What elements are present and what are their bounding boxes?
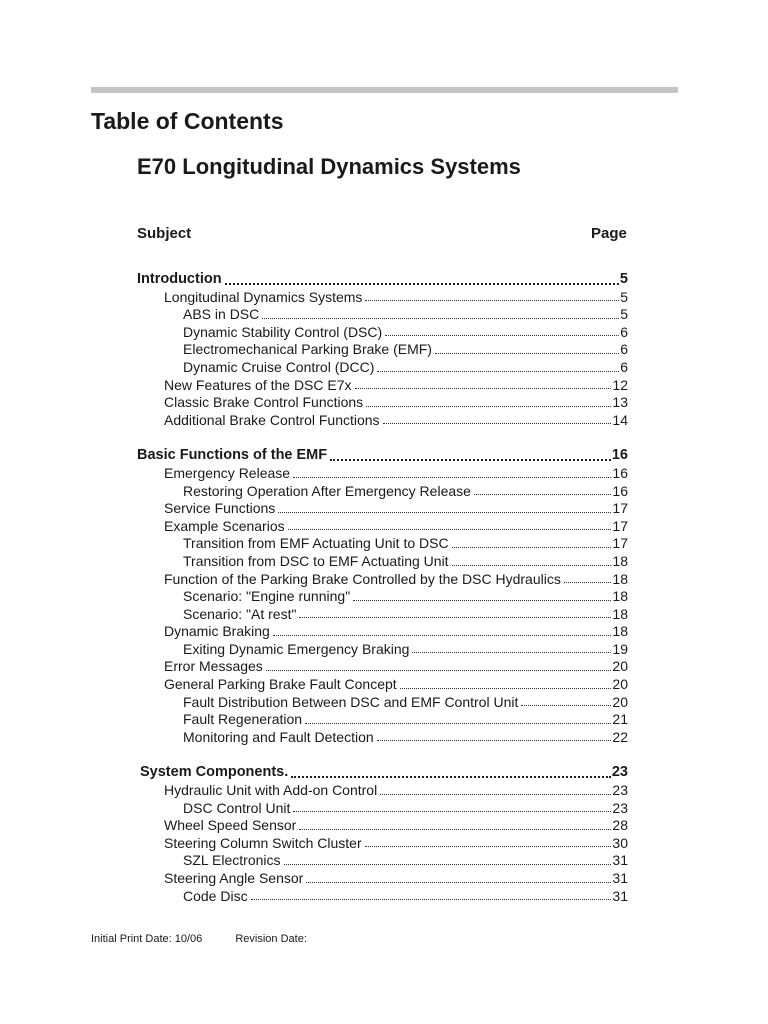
toc-entry-page: 13 bbox=[612, 394, 628, 411]
toc-entry[interactable] bbox=[0, 800, 628, 818]
toc-entry-page: 5 bbox=[620, 288, 628, 305]
toc-entry-page: 23 bbox=[612, 782, 628, 799]
toc-title: Table of Contents bbox=[91, 108, 284, 134]
toc-entry-title: Fault Regeneration bbox=[183, 711, 303, 728]
toc-entry[interactable] bbox=[0, 588, 628, 606]
toc-entry-title: Classic Brake Control Functions bbox=[164, 394, 364, 411]
toc-entry-page: 18 bbox=[612, 623, 628, 640]
toc-entry[interactable] bbox=[0, 888, 628, 906]
toc-entry-page: 20 bbox=[612, 658, 628, 675]
toc-entry-title: System Components. bbox=[140, 764, 289, 781]
toc-entry-page: 18 bbox=[612, 570, 628, 587]
toc-entry-page: 23 bbox=[611, 764, 628, 781]
toc-entry-title: Scenario: "Engine running" bbox=[183, 588, 351, 605]
toc-entry[interactable] bbox=[0, 571, 628, 589]
toc-entry-title: Scenario: "At rest" bbox=[183, 605, 297, 622]
dot-leader bbox=[262, 318, 619, 319]
dot-leader bbox=[273, 635, 612, 636]
dot-leader bbox=[377, 740, 612, 741]
toc-entry-page: 28 bbox=[612, 817, 628, 834]
dot-leader bbox=[435, 353, 619, 354]
dot-leader bbox=[251, 899, 612, 900]
toc-entry[interactable] bbox=[0, 341, 628, 359]
dot-leader bbox=[385, 335, 619, 336]
dot-leader bbox=[284, 864, 612, 865]
toc-entry[interactable] bbox=[0, 729, 628, 747]
toc-entry[interactable] bbox=[0, 870, 628, 888]
toc-entry-title: Fault Distribution Between DSC and EMF Control Unit bbox=[183, 693, 519, 710]
toc-entry[interactable] bbox=[0, 306, 628, 324]
toc-entry[interactable] bbox=[0, 535, 628, 553]
toc-section[interactable] bbox=[0, 447, 628, 465]
toc-entry-page: 31 bbox=[612, 887, 628, 904]
dot-leader bbox=[365, 846, 612, 847]
toc-entry-title: Function of the Parking Brake Controlled by the DSC Hydraulics bbox=[164, 570, 561, 587]
toc-entry[interactable] bbox=[0, 782, 628, 800]
toc-entry-page: 14 bbox=[612, 411, 628, 428]
toc-entry[interactable] bbox=[0, 483, 628, 501]
toc-entry-page: 31 bbox=[612, 870, 628, 886]
toc-entry-page: 18 bbox=[612, 605, 628, 622]
dot-leader bbox=[383, 423, 612, 424]
toc-entry-title: Electromechanical Parking Brake (EMF) bbox=[183, 341, 432, 358]
toc-entry[interactable] bbox=[0, 359, 628, 377]
dot-leader bbox=[330, 459, 611, 461]
dot-leader bbox=[291, 776, 611, 778]
toc-entry-title: New Features of the DSC E7x bbox=[164, 376, 352, 393]
toc-entry-page: 21 bbox=[612, 711, 628, 728]
toc-entry-title: Steering Column Switch Cluster bbox=[164, 834, 362, 851]
toc-entry-page: 23 bbox=[612, 799, 628, 816]
toc-entry-title: ABS in DSC bbox=[183, 306, 260, 323]
page-column-header: Page bbox=[591, 225, 627, 242]
toc-entry[interactable] bbox=[0, 518, 628, 536]
dot-leader bbox=[521, 705, 611, 706]
dot-leader bbox=[299, 617, 611, 618]
dot-leader bbox=[452, 547, 612, 548]
toc-entry[interactable] bbox=[0, 623, 628, 641]
header-rule bbox=[91, 87, 678, 93]
toc-entry[interactable] bbox=[0, 500, 628, 518]
toc-entry[interactable] bbox=[0, 676, 628, 694]
toc-entry-page: 22 bbox=[612, 728, 628, 745]
toc-entry-page: 18 bbox=[612, 552, 628, 569]
dot-leader bbox=[380, 794, 611, 795]
dot-leader bbox=[564, 582, 612, 583]
toc-entry[interactable] bbox=[0, 553, 628, 571]
toc-entry[interactable] bbox=[0, 289, 628, 307]
toc-entry-title: Wheel Speed Sensor bbox=[164, 817, 297, 834]
toc-entry-title: General Parking Brake Fault Concept bbox=[164, 676, 397, 693]
toc-entry-title: Introduction bbox=[137, 271, 222, 287]
toc-entry-page: 6 bbox=[620, 358, 628, 375]
toc-entry-title: Dynamic Cruise Control (DCC) bbox=[183, 358, 375, 375]
toc-entry-page: 5 bbox=[619, 271, 628, 287]
toc-entry-title: Steering Angle Sensor bbox=[164, 870, 304, 886]
toc-entry[interactable] bbox=[0, 324, 628, 342]
dot-leader bbox=[353, 600, 611, 601]
toc-entry[interactable] bbox=[0, 377, 628, 395]
toc-entry-title: Restoring Operation After Emergency Release bbox=[183, 482, 471, 499]
toc-entry-page: 19 bbox=[612, 640, 628, 657]
dot-leader bbox=[366, 406, 611, 407]
toc-entry-title: Longitudinal Dynamics Systems bbox=[164, 288, 363, 305]
toc-entry-title: Monitoring and Fault Detection bbox=[183, 728, 374, 745]
section-spacer bbox=[0, 429, 768, 447]
toc-entry[interactable] bbox=[0, 835, 628, 853]
toc-entry-title: SZL Electronics bbox=[183, 852, 281, 869]
toc-entry-title: Transition from DSC to EMF Actuating Unit bbox=[183, 552, 449, 569]
toc-entry-title: Additional Brake Control Functions bbox=[164, 411, 380, 428]
toc-entry-title: Code Disc bbox=[183, 887, 248, 904]
toc-entry[interactable] bbox=[0, 658, 628, 676]
toc-entry-page: 5 bbox=[620, 306, 628, 323]
toc-entry-page: 20 bbox=[612, 693, 628, 710]
toc-entry-title: Service Functions bbox=[164, 500, 276, 517]
toc-section[interactable] bbox=[0, 764, 628, 782]
toc-entry-page: 17 bbox=[612, 535, 628, 552]
dot-leader bbox=[299, 829, 611, 830]
toc-entry-page: 12 bbox=[612, 376, 628, 393]
toc-entry-title: Hydraulic Unit with Add-on Control bbox=[164, 782, 378, 799]
toc-entry[interactable] bbox=[0, 852, 628, 870]
dot-leader bbox=[412, 652, 611, 653]
toc-entry[interactable] bbox=[0, 694, 628, 712]
dot-leader bbox=[278, 512, 611, 513]
toc-entry-page: 18 bbox=[612, 588, 628, 605]
page-footer bbox=[91, 933, 307, 945]
toc-section[interactable] bbox=[0, 271, 628, 289]
toc-entry-page: 16 bbox=[611, 447, 628, 464]
revision-date: Revision Date: bbox=[235, 933, 307, 945]
toc-entry-page: 16 bbox=[612, 464, 628, 481]
toc-entry-page: 17 bbox=[612, 500, 628, 517]
document-title: E70 Longitudinal Dynamics Systems bbox=[137, 154, 521, 179]
dot-leader bbox=[293, 477, 611, 478]
dot-leader bbox=[452, 565, 612, 566]
toc-entry[interactable] bbox=[0, 711, 628, 729]
dot-leader bbox=[225, 283, 619, 285]
dot-leader bbox=[266, 670, 612, 671]
toc-entry-title: Exiting Dynamic Emergency Braking bbox=[183, 640, 410, 657]
dot-leader bbox=[365, 300, 619, 301]
subject-column-header: Subject bbox=[137, 225, 192, 242]
toc-entry-title: Dynamic Stability Control (DSC) bbox=[183, 323, 383, 340]
section-spacer bbox=[0, 746, 768, 764]
toc-entry-page: 6 bbox=[620, 341, 628, 358]
toc-entry-page: 31 bbox=[612, 852, 628, 869]
toc-entry-title: Transition from EMF Actuating Unit to DSC bbox=[183, 535, 449, 552]
toc-entry-title: Example Scenarios bbox=[164, 517, 285, 534]
dot-leader bbox=[474, 494, 611, 495]
dot-leader bbox=[400, 688, 612, 689]
toc-entry-title: DSC Control Unit bbox=[183, 799, 291, 816]
toc-list bbox=[0, 271, 768, 905]
dot-leader bbox=[355, 388, 612, 389]
dot-leader bbox=[306, 882, 611, 883]
toc-entry[interactable] bbox=[0, 606, 628, 624]
toc-entry-title: Error Messages bbox=[164, 658, 263, 675]
toc-entry-title: Dynamic Braking bbox=[164, 623, 270, 640]
dot-leader bbox=[305, 723, 611, 724]
dot-leader bbox=[288, 529, 612, 530]
dot-leader bbox=[293, 811, 611, 812]
toc-entry[interactable] bbox=[0, 412, 628, 430]
toc-entry[interactable] bbox=[0, 394, 628, 412]
toc-entry-title: Basic Functions of the EMF bbox=[137, 447, 328, 464]
toc-entry-page: 17 bbox=[612, 517, 628, 534]
toc-entry[interactable] bbox=[0, 465, 628, 483]
toc-entry-page: 20 bbox=[612, 676, 628, 693]
toc-entry[interactable] bbox=[0, 817, 628, 835]
toc-entry-page: 30 bbox=[612, 834, 628, 851]
dot-leader bbox=[377, 371, 619, 372]
toc-entry-page: 16 bbox=[612, 482, 628, 499]
toc-entry[interactable] bbox=[0, 641, 628, 659]
toc-entry-page: 6 bbox=[620, 323, 628, 340]
initial-print-date: Initial Print Date: 10/06 bbox=[91, 933, 203, 945]
toc-entry-title: Emergency Release bbox=[164, 464, 291, 481]
